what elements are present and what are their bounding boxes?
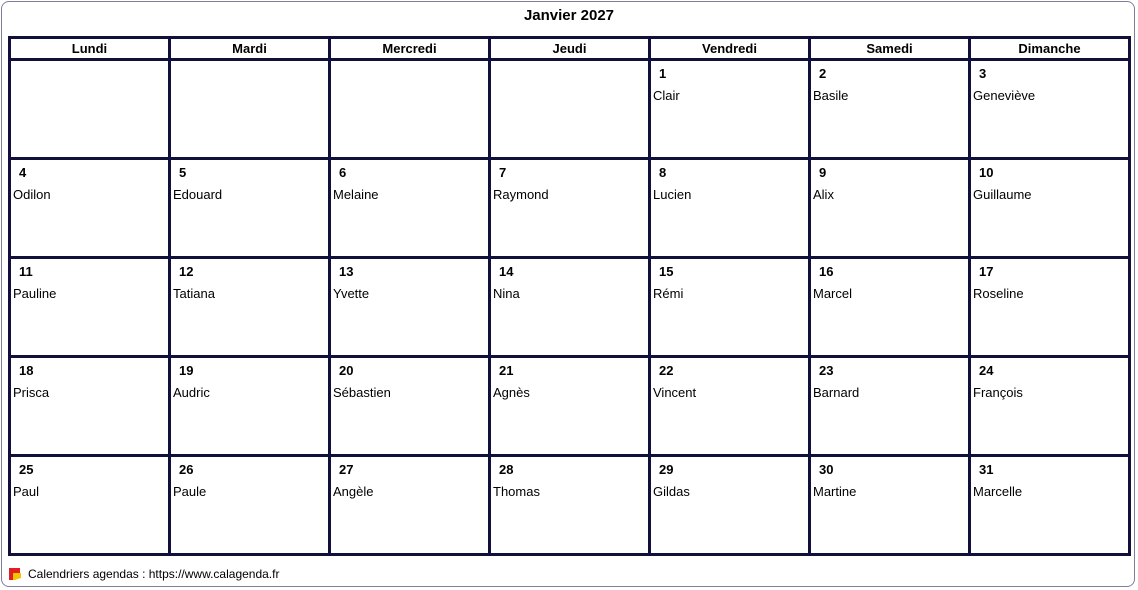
- day-cell: [971, 160, 1128, 256]
- day-cell: [11, 358, 168, 454]
- saint-name: Alix: [813, 187, 834, 202]
- day-cell: [331, 457, 488, 553]
- saint-name: Sébastien: [333, 385, 391, 400]
- saint-name: Martine: [813, 484, 857, 499]
- saint-name: Paul: [13, 484, 40, 499]
- saint-name: Vincent: [653, 385, 697, 400]
- day-number: 17: [979, 264, 994, 279]
- weekday-header: Samedi: [811, 39, 968, 58]
- saint-name: Audric: [173, 385, 210, 400]
- day-cell: [811, 160, 968, 256]
- saint-name: Lucien: [653, 187, 692, 202]
- saint-name: Paule: [173, 484, 207, 499]
- empty-day-cell: [171, 61, 328, 157]
- day-cell: [491, 160, 648, 256]
- day-number: 16: [819, 264, 834, 279]
- weekday-header: Mardi: [171, 39, 328, 58]
- saint-name: Melaine: [333, 187, 379, 202]
- day-number: 31: [979, 462, 994, 477]
- empty-day-cell: [11, 61, 168, 157]
- footer: [8, 565, 279, 583]
- saint-name: Nina: [493, 286, 520, 301]
- saint-name: Prisca: [13, 385, 50, 400]
- day-number: 28: [499, 462, 514, 477]
- saint-name: Odilon: [13, 187, 51, 202]
- day-number: 20: [339, 363, 354, 378]
- day-cell: [491, 358, 648, 454]
- day-cell: [331, 160, 488, 256]
- saint-name: Tatiana: [173, 286, 215, 301]
- saint-name: Agnès: [493, 385, 530, 400]
- saint-name: Barnard: [813, 385, 860, 400]
- day-cell: [651, 457, 808, 553]
- day-cell: [11, 160, 168, 256]
- day-cell: [651, 61, 808, 157]
- day-cell: [811, 61, 968, 157]
- day-number: 30: [819, 462, 834, 477]
- day-cell: [971, 457, 1128, 553]
- weekday-header: Dimanche: [971, 39, 1128, 58]
- day-cell: [811, 457, 968, 553]
- day-number: 27: [339, 462, 354, 477]
- weekday-header: Mercredi: [331, 39, 488, 58]
- day-cell: [491, 457, 648, 553]
- day-number: 29: [659, 462, 674, 477]
- calendar-grid: [8, 36, 1131, 556]
- day-number: 19: [179, 363, 194, 378]
- day-number: 15: [659, 264, 674, 279]
- saint-name: Roseline: [973, 286, 1024, 301]
- day-number: 25: [19, 462, 34, 477]
- day-number: 13: [339, 264, 354, 279]
- calendar-title: Janvier 2027: [523, 7, 615, 24]
- weekday-header: Lundi: [11, 39, 168, 58]
- day-cell: [171, 457, 328, 553]
- calagenda-logo-icon: [8, 567, 22, 581]
- saint-name: Rémi: [653, 286, 684, 301]
- day-number: 23: [819, 363, 834, 378]
- day-number: 7: [499, 165, 507, 180]
- day-number: 11: [19, 264, 33, 279]
- day-cell: [971, 358, 1128, 454]
- empty-day-cell: [331, 61, 488, 157]
- day-cell: [971, 61, 1128, 157]
- saint-name: Yvette: [333, 286, 370, 301]
- day-cell: [171, 160, 328, 256]
- saint-name: Marcel: [813, 286, 853, 301]
- day-number: 9: [819, 165, 827, 180]
- day-number: 5: [179, 165, 187, 180]
- saint-name: Angèle: [333, 484, 374, 499]
- saint-name: Thomas: [493, 484, 540, 499]
- saint-name: Basile: [813, 88, 849, 103]
- day-number: 14: [499, 264, 514, 279]
- day-cell: [11, 457, 168, 553]
- day-cell: [171, 259, 328, 355]
- day-cell: [171, 358, 328, 454]
- empty-day-cell: [491, 61, 648, 157]
- saint-name: Marcelle: [973, 484, 1023, 499]
- weekday-header: Vendredi: [651, 39, 808, 58]
- saint-name: Edouard: [173, 187, 223, 202]
- day-number: 10: [979, 165, 994, 180]
- day-number: 18: [19, 363, 34, 378]
- day-cell: [331, 259, 488, 355]
- day-cell: [651, 160, 808, 256]
- day-cell: [651, 358, 808, 454]
- day-number: 4: [19, 165, 27, 180]
- footer-link[interactable]: Calendriers agendas : https://www.calagenda.fr: [28, 567, 280, 581]
- saint-name: François: [973, 385, 1023, 400]
- day-number: 8: [659, 165, 667, 180]
- day-cell: [491, 259, 648, 355]
- day-cell: [11, 259, 168, 355]
- saint-name: Guillaume: [973, 187, 1032, 202]
- day-cell: [811, 259, 968, 355]
- day-number: 2: [819, 66, 827, 81]
- weekday-header: Jeudi: [491, 39, 648, 58]
- day-number: 21: [499, 363, 514, 378]
- saint-name: Pauline: [13, 286, 57, 301]
- day-cell: [811, 358, 968, 454]
- day-number: 6: [339, 165, 347, 180]
- day-number: 24: [979, 363, 994, 378]
- day-number: 22: [659, 363, 674, 378]
- day-cell: [651, 259, 808, 355]
- day-number: 3: [979, 66, 987, 81]
- saint-name: Clair: [653, 88, 680, 103]
- saint-name: Geneviève: [973, 88, 1036, 103]
- saint-name: Raymond: [493, 187, 549, 202]
- saint-name: Gildas: [653, 484, 690, 499]
- day-number: 1: [659, 66, 667, 81]
- day-cell: [971, 259, 1128, 355]
- day-cell: [331, 358, 488, 454]
- day-number: 26: [179, 462, 194, 477]
- day-number: 12: [179, 264, 194, 279]
